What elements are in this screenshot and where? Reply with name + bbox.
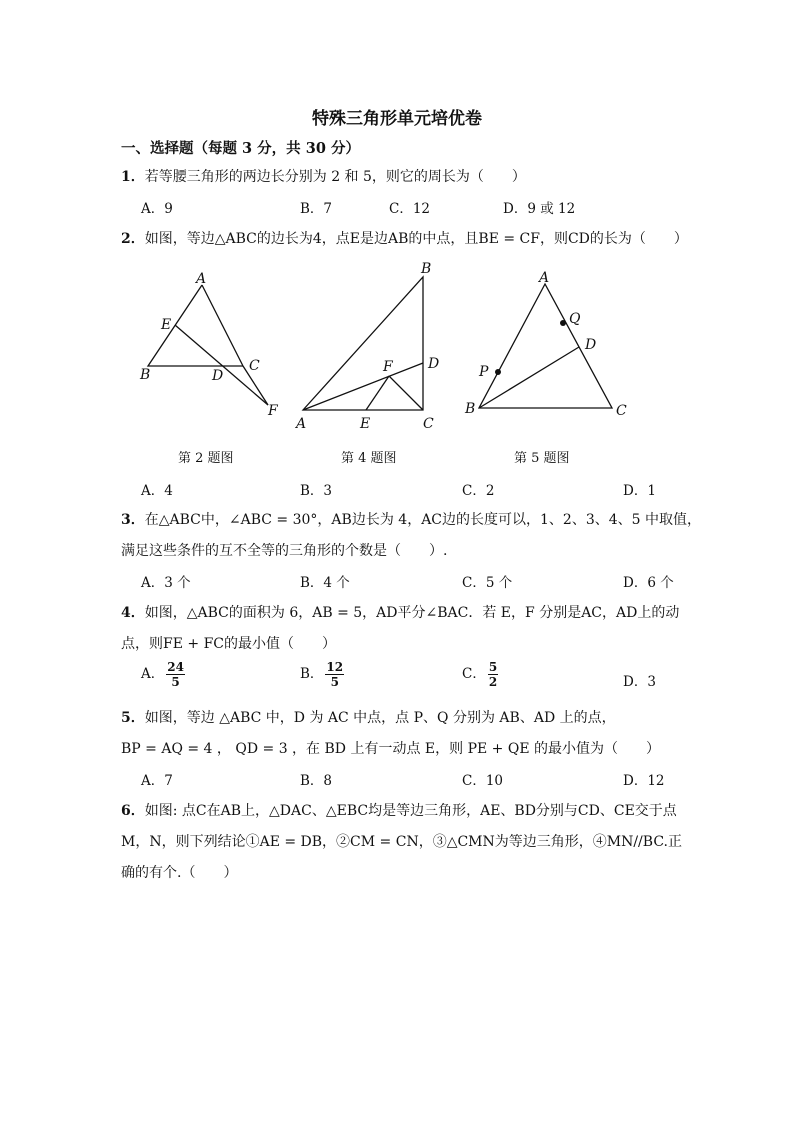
fig5-point-q (560, 320, 566, 326)
denominator: 5 (171, 675, 180, 689)
q3-option-a[interactable]: A．3 个 (141, 575, 191, 591)
fig2-label-c: C (249, 358, 260, 374)
q2-option-b[interactable]: B．3 (300, 483, 333, 499)
question-number: 2． (121, 231, 145, 247)
fig5-segment-bd (479, 347, 579, 408)
fig2-label-f: F (268, 403, 278, 419)
caption-fig-4: 第 4 题图 (341, 451, 397, 466)
fig5-label-b: B (465, 401, 476, 417)
fig2-label-d: D (212, 368, 224, 384)
question-text-line-1: 如图，△ABC的面积为 6，AB = 5，AD平分∠BAC．若 E，F 分别是AC，AD上的动 (144, 605, 680, 621)
numerator: 5 (488, 660, 498, 674)
question-text-line-2: BP = AQ = 4 ， QD = 3 ，在 BD 上有一动点 E，则 PE + QE 的最小值为（ ） (121, 741, 661, 757)
fig2-label-e: E (161, 317, 172, 333)
option-label: C． (462, 666, 486, 682)
figure-4 (294, 261, 439, 432)
q1-option-c[interactable]: C．12 (389, 201, 431, 217)
question-1 (121, 166, 526, 186)
question-2 (121, 228, 688, 248)
caption-fig-5: 第 5 题图 (514, 451, 570, 466)
fig5-point-p (495, 369, 501, 375)
q3-option-c[interactable]: C．5 个 (462, 575, 513, 591)
question-text-line-2: 点，则FE + FC的最小值（ ） (121, 636, 336, 652)
figure-5 (464, 270, 627, 419)
fig5-label-p: P (479, 364, 489, 380)
numerator: 12 (326, 660, 344, 674)
fig4-segment-fc (389, 376, 423, 410)
figures-row (130, 255, 670, 440)
question-text-line-2: M，N，则下列结论①AE = DB，②CM = CN，③△CMN为等边三角形，④MN//BC.正 (121, 834, 682, 850)
fig4-segment-ad (303, 363, 423, 410)
question-5 (121, 707, 616, 727)
question-number: 4． (121, 605, 145, 621)
question-text-line-2: 满足这些条件的互不全等的三角形的个数是（ ）. (121, 543, 448, 559)
fig5-label-c: C (616, 403, 627, 419)
q4-option-b[interactable] (300, 660, 344, 689)
fig5-label-d: D (585, 337, 597, 353)
q2-option-a[interactable]: A．4 (141, 483, 173, 499)
fig5-label-a: A (539, 270, 550, 286)
question-number: 5． (121, 710, 145, 726)
q2-option-c[interactable]: C．2 (462, 483, 495, 499)
section-heading: 一、选择题（每题 3 分，共 30 分） (121, 140, 360, 157)
q1-option-d[interactable]: D．9 或 12 (503, 201, 576, 217)
question-6 (121, 800, 677, 820)
fig4-label-f: F (383, 359, 393, 375)
question-text-line-1: 如图: 点C在AB上，△DAC、△EBC均是等边三角形，AE、BD分别与CD、CE交于点 (144, 803, 677, 819)
q4-option-d[interactable]: D．3 (623, 674, 656, 690)
q5-option-c[interactable]: C．10 (462, 773, 504, 789)
q3-option-b[interactable]: B．4 个 (300, 575, 350, 591)
question-text: 若等腰三角形的两边长分别为 2 和 5，则它的周长为（ ） (144, 169, 526, 185)
question-4 (121, 602, 679, 622)
fig4-label-a: A (296, 416, 307, 432)
fig4-label-d: D (428, 356, 440, 372)
q4-option-a[interactable] (141, 660, 185, 689)
fraction (166, 660, 185, 689)
q4-option-c[interactable] (462, 660, 498, 689)
fig2-label-a: A (196, 271, 207, 287)
fig4-triangle (303, 277, 423, 410)
fig4-label-c: C (423, 416, 434, 432)
fig4-label-e: E (360, 416, 371, 432)
question-text-line-1: 在△ABC中，∠ABC = 30°，AB边长为 4，AC边的长度可以，1、2、3、4、5 中取值， (144, 512, 701, 528)
option-label: B． (300, 666, 324, 682)
q1-option-b[interactable]: B．7 (300, 201, 333, 217)
fig4-label-b: B (421, 261, 432, 277)
page-title: 特殊三角形单元培优卷 (312, 109, 482, 129)
option-label: A． (141, 666, 165, 682)
q1-option-a[interactable]: A．9 (141, 201, 173, 217)
fraction (488, 660, 498, 689)
q5-option-a[interactable]: A．7 (141, 773, 173, 789)
fig5-label-q: Q (569, 311, 581, 327)
question-text-line-3: 确的有个.（ ） (121, 865, 238, 881)
question-number: 3． (121, 512, 145, 528)
q3-option-d[interactable]: D．6 个 (623, 575, 674, 591)
question-number: 6． (121, 803, 145, 819)
figure-2 (139, 271, 279, 419)
fraction (325, 660, 344, 689)
denominator: 5 (330, 675, 339, 689)
q5-option-d[interactable]: D．12 (623, 773, 665, 789)
fig2-label-b: B (140, 367, 151, 383)
q2-option-d[interactable]: D．1 (623, 483, 656, 499)
question-number: 1． (121, 169, 145, 185)
question-text-line-1: 如图，等边 △ABC 中，D 为 AC 中点，点 P、Q 分别为 AB、AD 上的点， (144, 710, 616, 726)
question-3 (121, 509, 701, 529)
denominator: 2 (488, 675, 498, 689)
numerator: 24 (167, 660, 184, 674)
q5-option-b[interactable]: B．8 (300, 773, 333, 789)
question-text: 如图，等边△ABC的边长为4，点E是边AB的中点，且BE = CF，则CD的长为（ ） (144, 231, 688, 247)
caption-fig-2: 第 2 题图 (178, 451, 234, 466)
